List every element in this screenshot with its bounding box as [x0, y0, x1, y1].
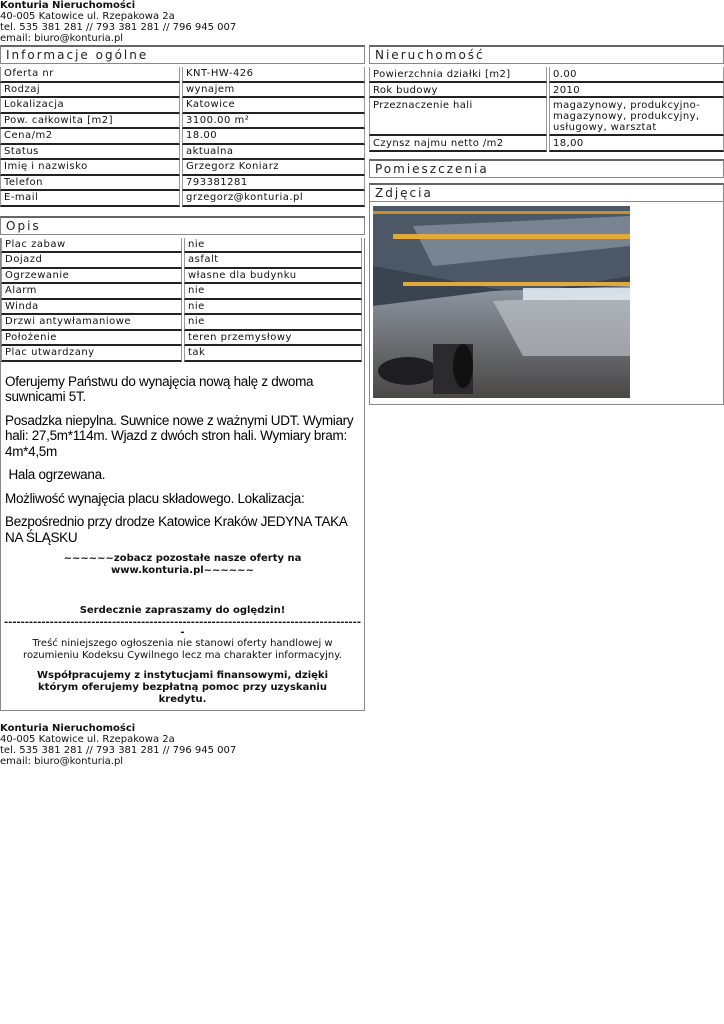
left-column	[0, 45, 365, 711]
property-row	[369, 136, 724, 152]
opis-box	[0, 238, 365, 712]
info-label: Status	[0, 145, 180, 161]
description-paragraph: Hala ogrzewana.	[5, 467, 106, 482]
info-label: Rodzaj	[0, 83, 180, 99]
opis-value: teren przemysłowy	[184, 331, 362, 347]
right-column	[369, 45, 724, 405]
info-row	[0, 83, 365, 99]
agency-phones: tel. 535 381 281 // 793 381 281 // 796 945 007	[0, 745, 237, 756]
agency-email: email: biuro@konturia.pl	[0, 33, 124, 44]
info-label: Cena/m2	[0, 129, 180, 145]
opis-table	[1, 238, 364, 362]
info-section-title: Informacje ogólne	[0, 45, 365, 64]
opis-row	[1, 253, 362, 269]
property-value: 2010	[549, 83, 724, 99]
opis-row	[1, 331, 362, 347]
hall-photo[interactable]	[373, 206, 630, 398]
property-value: 18,00	[549, 136, 724, 152]
separator-end: -	[180, 628, 185, 638]
info-value: KNT-HW-426	[182, 67, 365, 83]
info-label: Oferta nr	[0, 67, 180, 83]
info-row	[0, 160, 365, 176]
promo-link[interactable]: ~~~~~~zobacz pozostałe nasze oferty na www.konturia.pl~~~~~~	[63, 553, 302, 576]
description-paragraph: Oferujemy Państwu do wynajęcia nową halę z dwoma suwnicami 5T.	[5, 373, 314, 404]
agency-name: Konturia Nieruchomości	[0, 723, 136, 734]
property-row	[369, 83, 724, 99]
info-row	[0, 145, 365, 161]
cooperation-note: Współpracujemy z instytucjami finansowymi, dzięki którym oferujemy bezpłatną pomoc przy uzyskaniu kredytu.	[36, 670, 329, 705]
info-value: Katowice	[182, 98, 365, 114]
opis-label: Winda	[1, 300, 182, 316]
info-row	[0, 129, 365, 145]
invite-text: Serdecznie zapraszamy do oględzin!	[79, 605, 286, 616]
info-value: Grzegorz Koniarz	[182, 160, 365, 176]
description-paragraph: Posadzka niepylna. Suwnice nowe z ważnymi UDT. Wymiary hali: 27,5m*114m. Wjazd z dwóch stron hali. Wymiary bram: 4m*4,5m	[5, 412, 354, 459]
property-label: Rok budowy	[369, 83, 547, 99]
info-row	[0, 176, 365, 192]
separator: --------------------------------------------------------------------------------------	[4, 618, 361, 628]
agency-email: email: biuro@konturia.pl	[0, 756, 124, 767]
opis-label: Plac utwardzany	[1, 346, 182, 362]
property-table	[369, 67, 724, 152]
info-table	[0, 67, 365, 207]
info-label: Telefon	[0, 176, 180, 192]
agency-name: Konturia Nieruchomości	[0, 0, 136, 11]
description-paragraph: Możliwość wynajęcia placu składowego. Lokalizacja:	[5, 490, 305, 506]
opis-row	[1, 284, 362, 300]
info-label: Pow. całkowita [m2]	[0, 114, 180, 130]
property-label: Przeznaczenie hali	[369, 98, 547, 136]
info-row	[0, 191, 365, 207]
info-row	[0, 114, 365, 130]
property-label: Powierzchnia działki [m2]	[369, 67, 547, 83]
info-row	[0, 98, 365, 114]
hall-photo-image	[373, 206, 630, 398]
photos-section-title: Zdjęcia	[369, 183, 724, 202]
opis-section-title: Opis	[0, 216, 365, 235]
opis-value: asfalt	[184, 253, 362, 269]
agency-footer	[0, 723, 236, 767]
description	[1, 374, 364, 546]
opis-label: Drzwi antywłamaniowe	[1, 315, 182, 331]
opis-row	[1, 269, 362, 285]
opis-label: Ogrzewanie	[1, 269, 182, 285]
property-row	[369, 98, 724, 136]
property-label: Czynsz najmu netto /m2	[369, 136, 547, 152]
info-value: wynajem	[182, 83, 365, 99]
info-value: 3100.00 m²	[182, 114, 365, 130]
agency-address: 40-005 Katowice ul. Rzepakowa 2a	[0, 11, 175, 22]
opis-label: Dojazd	[1, 253, 182, 269]
phone-value[interactable]: 793381281	[182, 176, 365, 192]
property-value: 0.00	[549, 67, 724, 83]
opis-value: tak	[184, 346, 362, 362]
info-row	[0, 67, 365, 83]
info-label: E-mail	[0, 191, 180, 207]
opis-row	[1, 238, 362, 254]
opis-value: nie	[184, 238, 362, 254]
opis-value: nie	[184, 315, 362, 331]
opis-value: własne dla budynku	[184, 269, 362, 285]
agency-address: 40-005 Katowice ul. Rzepakowa 2a	[0, 734, 175, 745]
info-value: 18.00	[182, 129, 365, 145]
photos-box	[369, 202, 724, 405]
opis-value: nie	[184, 284, 362, 300]
opis-label: Plac zabaw	[1, 238, 182, 254]
opis-label: Alarm	[1, 284, 182, 300]
opis-label: Położenie	[1, 331, 182, 347]
info-label: Lokalizacja	[0, 98, 180, 114]
opis-row	[1, 315, 362, 331]
info-value: aktualna	[182, 145, 365, 161]
disclaimer: Treść niniejszego ogłoszenia nie stanowi oferty handlowej w rozumieniu Kodeksu Cywilnego lecz ma charakter informacyjny.	[23, 638, 342, 661]
opis-row	[1, 346, 362, 362]
property-value: magazynowy, produkcyjno-magazynowy, produkcyjny, usługowy, warsztat	[549, 98, 724, 136]
email-link[interactable]: grzegorz@konturia.pl	[182, 191, 365, 207]
rooms-section-title: Pomieszczenia	[369, 159, 724, 178]
agency-phones: tel. 535 381 281 // 793 381 281 // 796 945 007	[0, 22, 237, 33]
property-row	[369, 67, 724, 83]
property-section-title: Nieruchomość	[369, 45, 724, 64]
agency-header	[0, 0, 236, 44]
info-label: Imię i nazwisko	[0, 160, 180, 176]
opis-row	[1, 300, 362, 316]
description-paragraph: Bezpośrednio przy drodze Katowice Kraków JEDYNA TAKA NA ŚLĄSKU	[5, 514, 347, 545]
opis-value: nie	[184, 300, 362, 316]
